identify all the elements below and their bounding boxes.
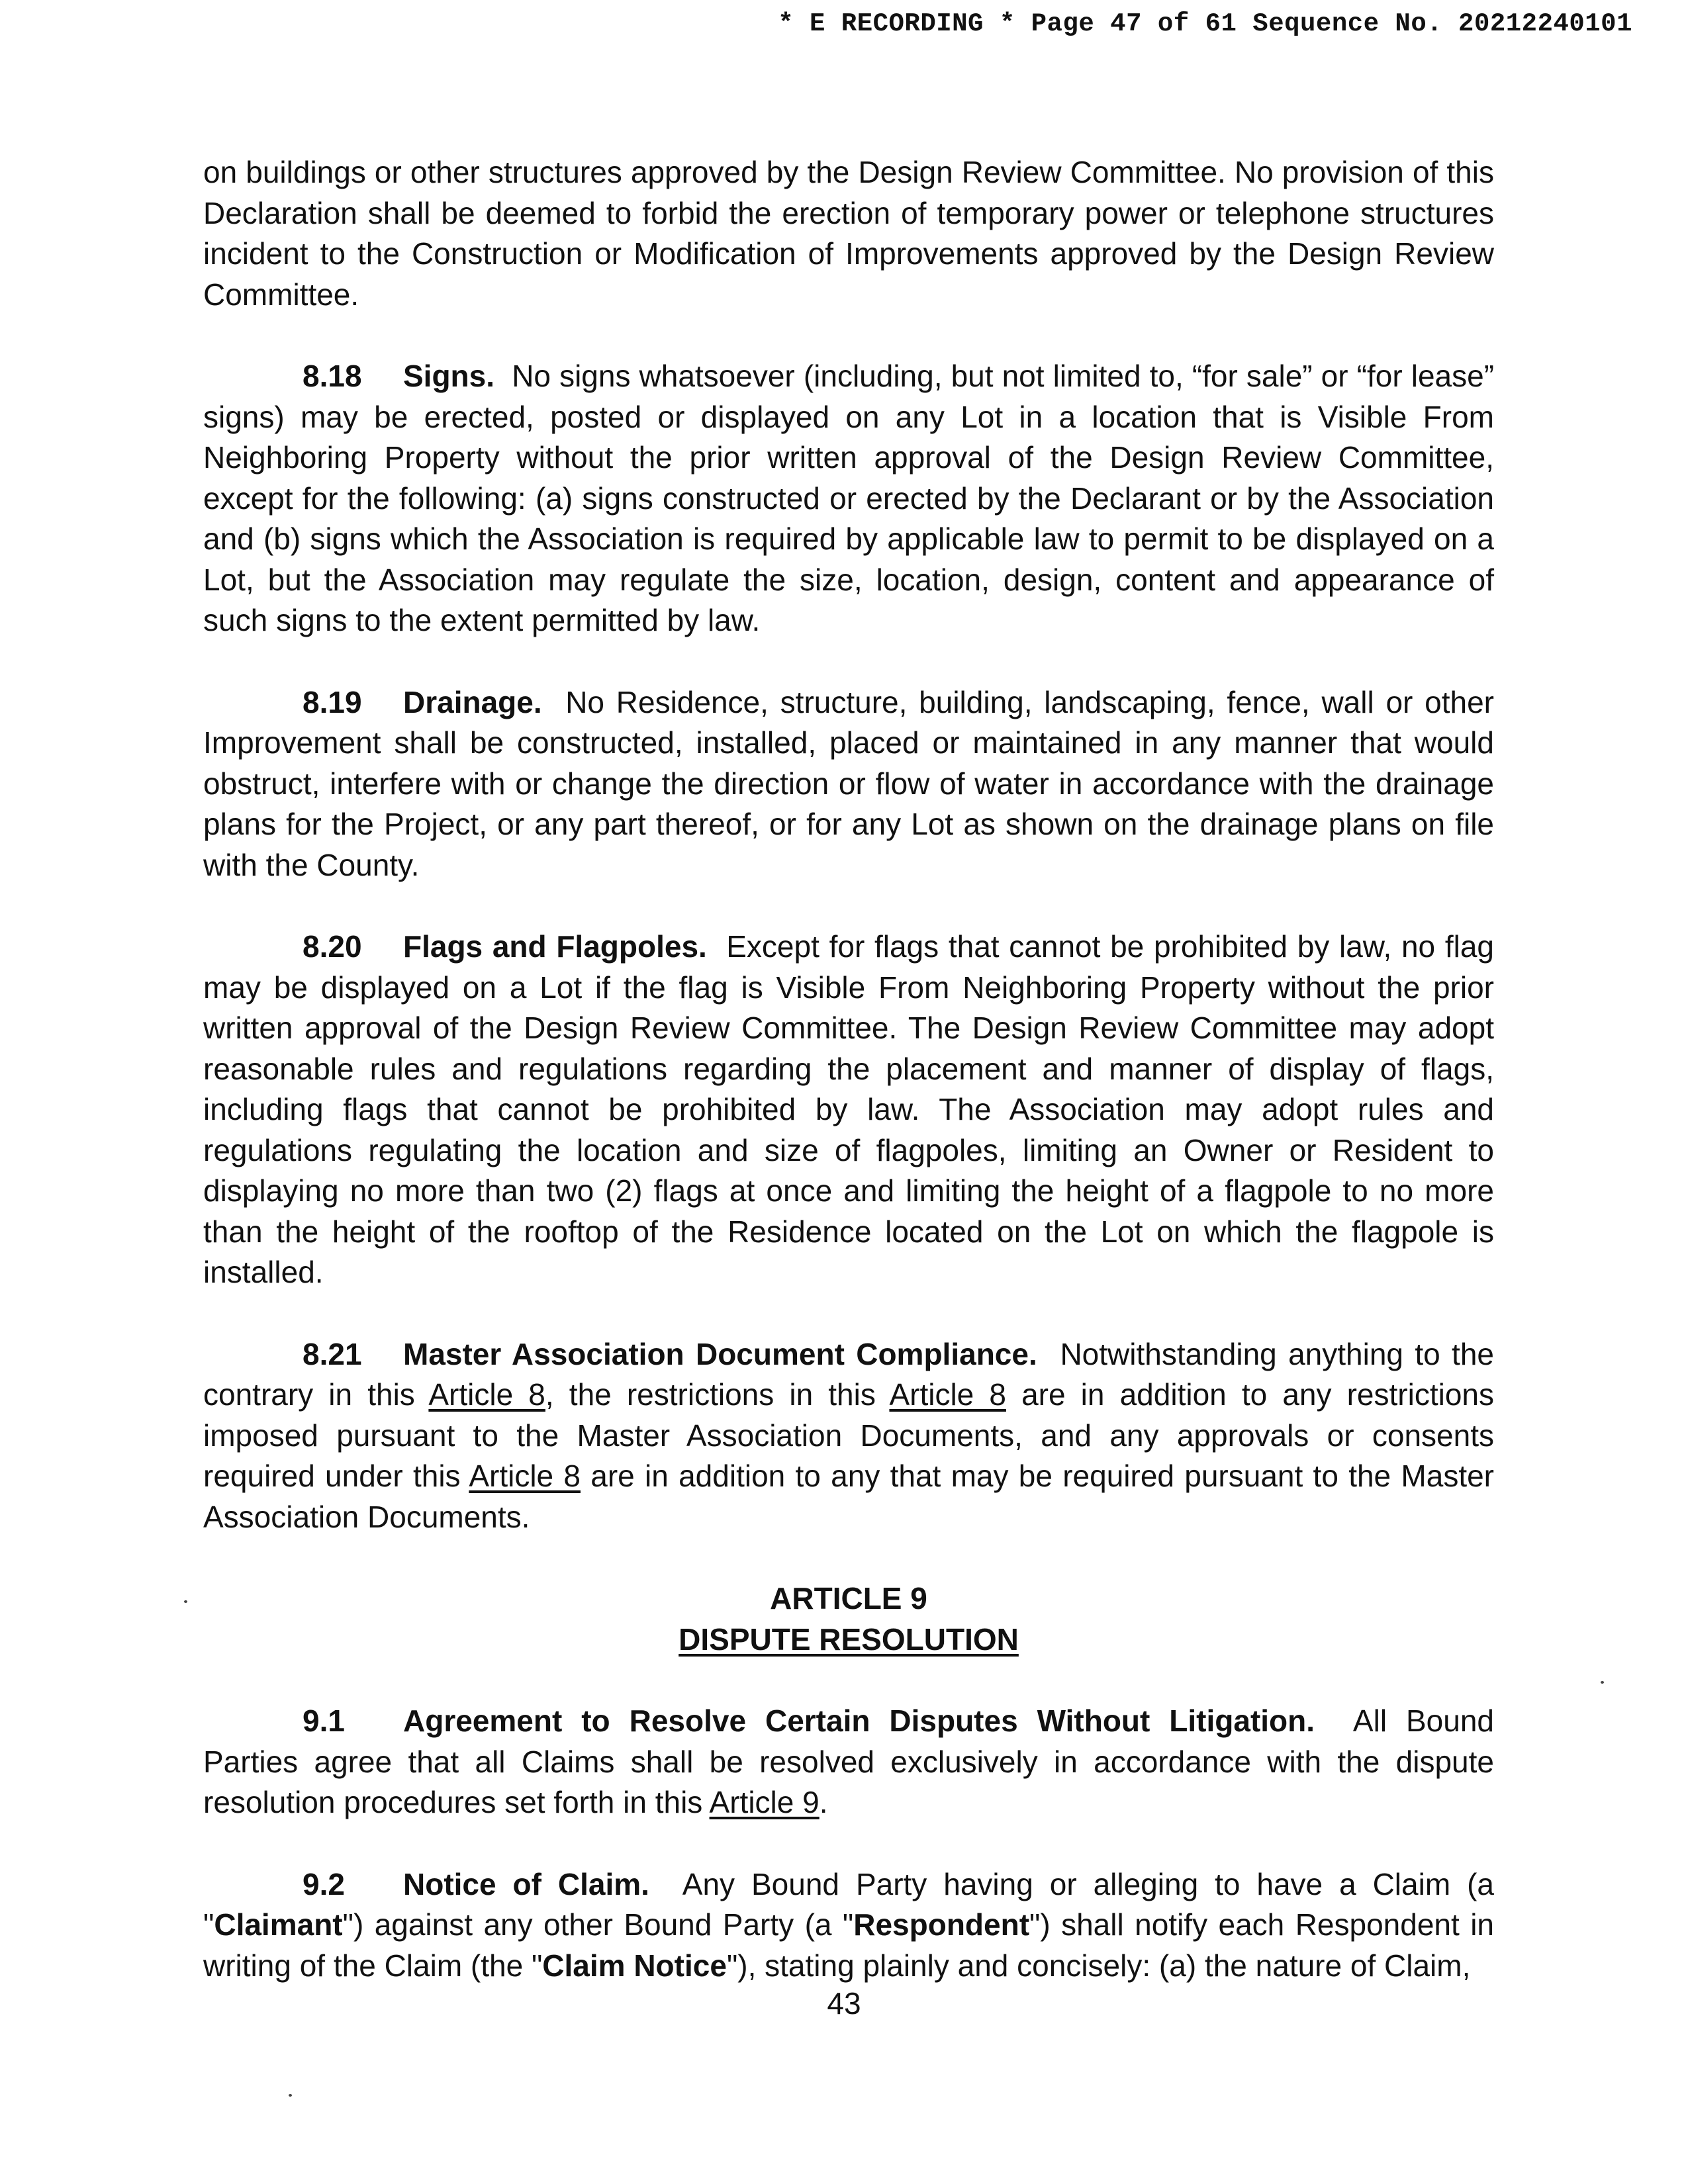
section-text: "), stating plainly and concisely: (a) the nature of Claim, (726, 1948, 1471, 1983)
section-text: ") shall notify each Respondent in writing of the Claim (the " (203, 1907, 1495, 1983)
section-text: Any Bound Party having or alleging to have a Claim (a " (203, 1866, 1494, 1942)
defined-term: Respondent (853, 1907, 1030, 1942)
section-text: All Bound Parties agree that all Claims shall be resolved exclusively in accordance with the dispute resolution procedures set forth in this (203, 1704, 1495, 1819)
section-number: 8.18 (303, 359, 362, 393)
section-heading: Master Association Document Compliance. (403, 1336, 1037, 1371)
defined-term: Claimant (214, 1907, 343, 1942)
page-number: 43 (827, 1986, 861, 2021)
section-text: ") against any other Bound Party (a " (342, 1907, 854, 1942)
section-text: No signs whatsoever (including, but not limited to, “for sale” or “for lease” signs) may be erected, posted or displayed on any Lot in a location that is Visible From Neighboring Property without the prior written approval of the Design Review Committee, except for the following: (a) signs constructed or erected by the Declarant or by the Association and (b) signs which the Association is required by applicable law to permit to be displayed on a Lot, but the Association may regulate the size, location, design, content and appearance of such signs to the extent permitted by law. (203, 359, 1495, 637)
recording-header: * E RECORDING * Page 47 of 61 Sequence No. 20212240101 (778, 9, 1632, 38)
article-reference: Article 8 (889, 1377, 1006, 1412)
section-8-20 (203, 927, 1494, 1293)
article-label: ARTICLE 9 (770, 1581, 927, 1615)
section-number: 9.2 (303, 1866, 345, 1901)
section-9-2 (203, 1864, 1494, 1987)
section-text: . (819, 1785, 828, 1819)
section-heading: Signs. (403, 359, 495, 393)
section-number: 8.20 (303, 929, 362, 964)
section-text: Except for flags that cannot be prohibited by law, no flag may be displayed on a Lot if the flag is Visible From Neighboring Property without the prior written approval of the Design Review Committee. The Design Review Committee may adopt reasonable rules and regulations regarding the placement and manner of display of flags, including flags that cannot be prohibited by law. The Association may adopt rules and regulations regulating the location and size of flagpoles, limiting an Owner or Resident to displaying no more than two (2) flags at once and limiting the height of a flagpole to no more than the height of the rooftop of the Residence located on the Lot on which the flagpole is installed. (203, 929, 1495, 1289)
section-8-19 (203, 682, 1494, 886)
section-text: , the restrictions in this (545, 1377, 876, 1412)
section-text: are in addition to any restrictions imposed pursuant to the Master Association Documents, and any approvals or consents required under this (203, 1377, 1494, 1493)
article-reference: Article 8 (469, 1459, 581, 1493)
section-9-1 (203, 1701, 1494, 1823)
defined-term: Claim Notice (542, 1948, 727, 1983)
document-body (203, 152, 1494, 2027)
section-text: Notwithstanding anything to the contrary in this (203, 1336, 1494, 1412)
intro-paragraph: on buildings or other structures approved by the Design Review Committee. No provision of this Declaration shall be deemed to forbid the erection of temporary power or telephone structures incident to the Construction or Modification of Improvements approved by the Design Review Committee. (203, 155, 1494, 312)
article-reference: Article 8 (428, 1377, 545, 1412)
scan-speck (1601, 1681, 1604, 1684)
section-number: 9.1 (303, 1704, 345, 1738)
section-heading: Drainage. (403, 684, 542, 719)
section-text: No Residence, structure, building, landscaping, fence, wall or other Improvement shall be constructed, installed, placed or maintained in any manner that would obstruct, interfere with or change the direction or flow of water in accordance with the drainage plans for the Project, or any part thereof, or for any Lot as shown on the drainage plans on file with the County. (203, 684, 1494, 882)
section-number: 8.19 (303, 684, 362, 719)
section-heading: Agreement to Resolve Certain Disputes Without Litigation. (403, 1704, 1315, 1738)
scan-speck (289, 2094, 292, 2097)
section-heading: Flags and Flagpoles. (403, 929, 707, 964)
article-title: DISPUTE RESOLUTION (679, 1621, 1019, 1657)
section-8-18 (203, 356, 1494, 641)
scan-speck (184, 1600, 187, 1603)
section-heading: Notice of Claim. (403, 1866, 649, 1901)
section-text: are in addition to any that may be required pursuant to the Master Association Documents. (203, 1459, 1494, 1534)
article-reference: Article 9 (709, 1785, 820, 1819)
section-number: 8.21 (303, 1336, 362, 1371)
article-heading (203, 1578, 1494, 1660)
section-8-21 (203, 1334, 1494, 1538)
